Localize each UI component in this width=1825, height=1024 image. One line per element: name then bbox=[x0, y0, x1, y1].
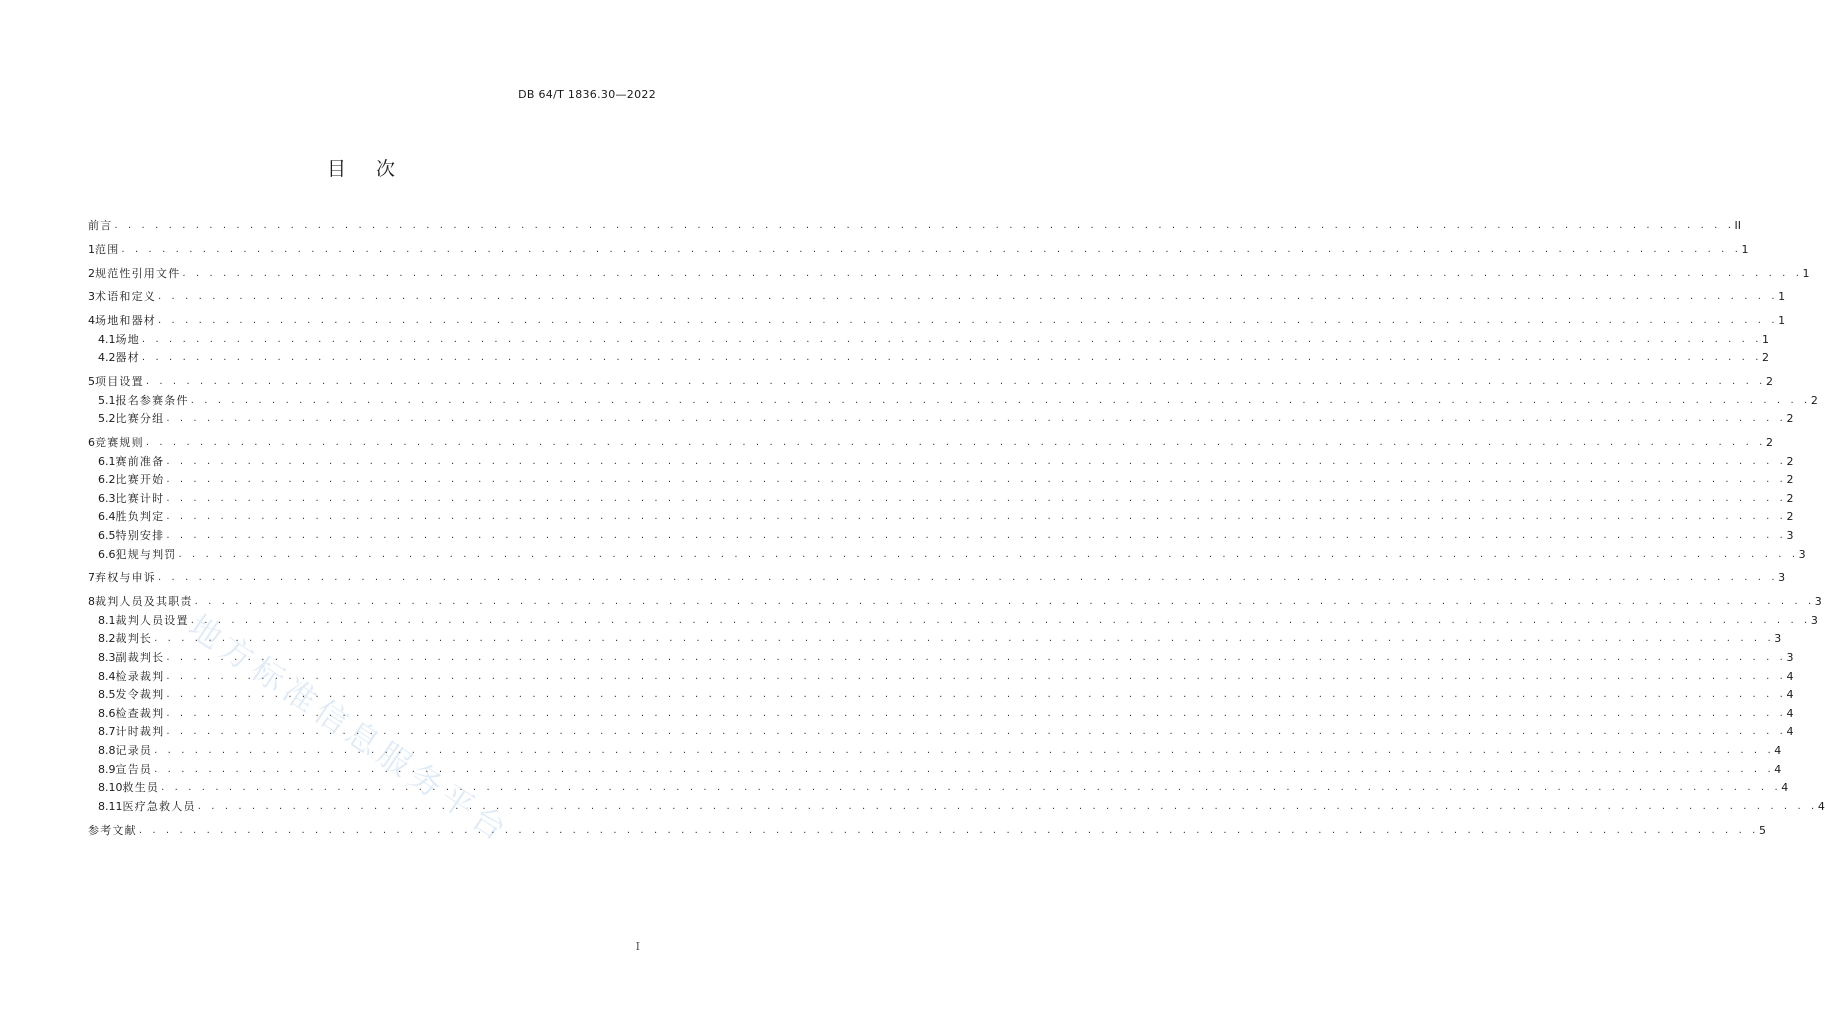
toc-entry-label: 胜负判定 bbox=[115, 510, 165, 524]
toc-entry-label: 检查裁判 bbox=[115, 706, 165, 720]
toc-leader-dots: . . . . . . . . . . . . . . . . . . . . . . . . . . . . . . . . . . . . . . . . . . . . . . . . . . . . . . . . . . . . . . . . . . . . . . . . . . . . . . . . . . . . . . . . . . . . . . . . . . . . . . . . . . . . . . . . . . . . . . . . bbox=[161, 782, 1782, 794]
toc-entry[interactable] bbox=[88, 471, 1794, 490]
toc-entry[interactable] bbox=[88, 527, 1794, 546]
toc-entry-page: 4 bbox=[1817, 799, 1825, 813]
toc-entry-page: 2 bbox=[1810, 393, 1818, 407]
toc-entry-number: 8.4 bbox=[98, 669, 116, 683]
toc-entry[interactable] bbox=[88, 349, 1770, 368]
toc-entry-page: 3 bbox=[1786, 650, 1794, 664]
toc-entry-page: 3 bbox=[1786, 529, 1794, 543]
toc-entry-page: 3 bbox=[1810, 613, 1818, 627]
toc-entry-number: 8.10 bbox=[98, 781, 123, 795]
toc-entry-label: 竞赛规则 bbox=[95, 436, 144, 450]
toc-entry-label: 范围 bbox=[95, 242, 120, 256]
toc-entry[interactable] bbox=[88, 630, 1782, 649]
toc-entry-page: 2 bbox=[1765, 436, 1773, 450]
toc-leader-dots: . . . . . . . . . . . . . . . . . . . . . . . . . . . . . . . . . . . . . . . . . . . . . . . . . . . . . . . . . . . . . . . . . . . . . . . . . . . . . . . . . . . . . . . . . . . . . . . . . . . . . . . . . . . . . . . . . . . . . . . . bbox=[166, 474, 1787, 486]
toc-leader-dots: . . . . . . . . . . . . . . . . . . . . . . . . . . . . . . . . . . . . . . . . . . . . . . . . . . . . . . . . . . . . . . . . . . . . . . . . . . . . . . . . . . . . . . . . . . . . . . . . . . . . . . . . . . . . . . . . . . . . . . . . bbox=[121, 243, 1742, 255]
toc-entry[interactable] bbox=[88, 798, 1825, 817]
toc-leader-dots: . . . . . . . . . . . . . . . . . . . . . . . . . . . . . . . . . . . . . . . . . . . . . . . . . . . . . . . . . . . . . . . . . . . . . . . . . . . . . . . . . . . . . . . . . . . . . . . . . . . . . . . . . . . . . . . . . . . . . . . . bbox=[166, 455, 1787, 467]
toc-leader-dots: . . . . . . . . . . . . . . . . . . . . . . . . . . . . . . . . . . . . . . . . . . . . . . . . . . . . . . . . . . . . . . . . . . . . . . . . . . . . . . . . . . . . . . . . . . . . . . . . . . . . . . . . . . . . . . . . . . . . . . . . bbox=[166, 689, 1787, 701]
toc-entry-number: 4.1 bbox=[98, 332, 116, 346]
toc-entry-number: 1 bbox=[88, 242, 95, 256]
toc-entry-number: 6.4 bbox=[98, 510, 116, 524]
toc-entry-label: 裁判人员及其职责 bbox=[95, 595, 193, 609]
toc-entry-number: 6.6 bbox=[98, 547, 116, 561]
toc-entry-number: 8.6 bbox=[98, 706, 116, 720]
toc-entry-label: 弃权与申诉 bbox=[95, 571, 156, 585]
toc-entry[interactable] bbox=[88, 410, 1794, 429]
page-title: 目次 bbox=[326, 158, 425, 180]
toc-entry-number: 5 bbox=[88, 375, 95, 389]
toc-entry-page: 4 bbox=[1786, 706, 1794, 720]
toc-entry-label: 副裁判长 bbox=[115, 650, 165, 664]
toc-entry-number: 8.3 bbox=[98, 650, 116, 664]
toc-entry-number: 2 bbox=[88, 266, 95, 280]
toc-entry-page: 2 bbox=[1786, 473, 1794, 487]
toc-entry[interactable] bbox=[88, 508, 1794, 527]
toc-leader-dots: . . . . . . . . . . . . . . . . . . . . . . . . . . . . . . . . . . . . . . . . . . . . . . . . . . . . . . . . . . . . . . . . . . . . . . . . . . . . . . . . . . . . . . . . . . . . . . . . . . . . . . . . . . . . . . . . . . . . . . . . bbox=[166, 670, 1787, 682]
toc-entry[interactable] bbox=[88, 546, 1806, 565]
toc-entry[interactable] bbox=[88, 593, 1822, 612]
toc-entry-number: 5.1 bbox=[98, 393, 116, 407]
toc-leader-dots: . . . . . . . . . . . . . . . . . . . . . . . . . . . . . . . . . . . . . . . . . . . . . . . . . . . . . . . . . . . . . . . . . . . . . . . . . . . . . . . . . . . . . . . . . . . . . . . . . . . . . . . . . . . . . . . . . . . . . . . . bbox=[166, 492, 1787, 504]
toc-leader-dots: . . . . . . . . . . . . . . . . . . . . . . . . . . . . . . . . . . . . . . . . . . . . . . . . . . . . . . . . . . . . . . . . . . . . . . . . . . . . . . . . . . . . . . . . . . . . . . . . . . . . . . . . . . . . . . . . . . . . . . . . bbox=[154, 633, 1775, 645]
toc-entry-page: 4 bbox=[1781, 781, 1789, 795]
toc-entry-label: 裁判长 bbox=[115, 632, 153, 646]
toc-entry-label: 赛前准备 bbox=[115, 454, 165, 468]
standard-code: DB 64/T 1836.30—2022 bbox=[518, 88, 656, 101]
toc-leader-dots: . . . . . . . . . . . . . . . . . . . . . . . . . . . . . . . . . . . . . . . . . . . . . . . . . . . . . . . . . . . . . . . . . . . . . . . . . . . . . . . . . . . . . . . . . . . . . . . . . . . . . . . . . . . . . . . . . . . . . . . . bbox=[166, 413, 1787, 425]
toc-entry[interactable] bbox=[88, 288, 1786, 307]
toc-leader-dots: . . . . . . . . . . . . . . . . . . . . . . . . . . . . . . . . . . . . . . . . . . . . . . . . . . . . . . . . . . . . . . . . . . . . . . . . . . . . . . . . . . . . . . . . . . . . . . . . . . . . . . . . . . . . . . . . . . . . . . . . bbox=[158, 291, 1779, 303]
toc-entry-label: 救生员 bbox=[122, 781, 160, 795]
toc-entry[interactable] bbox=[88, 331, 1770, 350]
toc-entry-page: 4 bbox=[1774, 743, 1782, 757]
toc-entry[interactable] bbox=[88, 490, 1794, 509]
page-number: I bbox=[635, 940, 640, 953]
toc-entry-number: 4.2 bbox=[98, 351, 116, 365]
toc-leader-dots: . . . . . . . . . . . . . . . . . . . . . . . . . . . . . . . . . . . . . . . . . . . . . . . . . . . . . . . . . . . . . . . . . . . . . . . . . . . . . . . . . . . . . . . . . . . . . . . . . . . . . . . . . . . . . . . . . . . . . . . . bbox=[158, 572, 1779, 584]
toc-entry-number: 7 bbox=[88, 571, 95, 585]
toc-entry[interactable] bbox=[88, 612, 1818, 631]
toc-entry[interactable] bbox=[88, 705, 1794, 724]
toc-entry-label: 犯规与判罚 bbox=[115, 547, 177, 561]
toc-entry[interactable] bbox=[88, 312, 1786, 331]
toc-leader-dots: . . . . . . . . . . . . . . . . . . . . . . . . . . . . . . . . . . . . . . . . . . . . . . . . . . . . . . . . . . . . . . . . . . . . . . . . . . . . . . . . . . . . . . . . . . . . . . . . . . . . . . . . . . . . . . . . . . . . . . . . bbox=[197, 800, 1818, 812]
toc-entry[interactable] bbox=[88, 723, 1794, 742]
toc-entry-page: II bbox=[1734, 219, 1742, 232]
toc-entry-number: 8.7 bbox=[98, 725, 116, 739]
toc-entry-label: 比赛分组 bbox=[115, 412, 165, 426]
table-of-contents bbox=[88, 217, 1825, 840]
toc-entry[interactable] bbox=[88, 649, 1794, 668]
toc-entry[interactable] bbox=[88, 392, 1818, 411]
toc-leader-dots: . . . . . . . . . . . . . . . . . . . . . . . . . . . . . . . . . . . . . . . . . . . . . . . . . . . . . . . . . . . . . . . . . . . . . . . . . . . . . . . . . . . . . . . . . . . . . . . . . . . . . . . . . . . . . . . . . . . . . . . . bbox=[154, 763, 1775, 775]
toc-entry-page: 4 bbox=[1786, 725, 1794, 739]
toc-entry[interactable] bbox=[88, 434, 1773, 453]
toc-entry-label: 场地和器材 bbox=[95, 314, 156, 328]
toc-entry-number: 8.2 bbox=[98, 632, 116, 646]
toc-entry-number: 6.3 bbox=[98, 491, 116, 505]
toc-leader-dots: . . . . . . . . . . . . . . . . . . . . . . . . . . . . . . . . . . . . . . . . . . . . . . . . . . . . . . . . . . . . . . . . . . . . . . . . . . . . . . . . . . . . . . . . . . . . . . . . . . . . . . . . . . . . . . . . . . . . . . . . bbox=[178, 548, 1799, 560]
toc-leader-dots: . . . . . . . . . . . . . . . . . . . . . . . . . . . . . . . . . . . . . . . . . . . . . . . . . . . . . . . . . . . . . . . . . . . . . . . . . . . . . . . . . . . . . . . . . . . . . . . . . . . . . . . . . . . . . . . . . . . . . . . . bbox=[166, 530, 1787, 542]
toc-entry-page: 3 bbox=[1774, 632, 1782, 646]
toc-entry-number: 6.1 bbox=[98, 454, 116, 468]
toc-entry-page: 4 bbox=[1774, 762, 1782, 776]
toc-entry-number: 8.1 bbox=[98, 613, 116, 627]
toc-entry-label: 术语和定义 bbox=[95, 290, 156, 304]
toc-leader-dots: . . . . . . . . . . . . . . . . . . . . . . . . . . . . . . . . . . . . . . . . . . . . . . . . . . . . . . . . . . . . . . . . . . . . . . . . . . . . . . . . . . . . . . . . . . . . . . . . . . . . . . . . . . . . . . . . . . . . . . . . bbox=[194, 596, 1815, 608]
toc-entry-label: 比赛开始 bbox=[115, 473, 165, 487]
toc-entry-number: 8.5 bbox=[98, 688, 116, 702]
toc-entry-page: 4 bbox=[1786, 688, 1794, 702]
toc-entry-label: 规范性引用文件 bbox=[95, 266, 181, 280]
toc-entry-label: 宣告员 bbox=[115, 762, 153, 776]
toc-entry-number: 8.11 bbox=[98, 799, 123, 813]
toc-leader-dots: . . . . . . . . . . . . . . . . . . . . . . . . . . . . . . . . . . . . . . . . . . . . . . . . . . . . . . . . . . . . . . . . . . . . . . . . . . . . . . . . . . . . . . . . . . . . . . . . . . . . . . . . . . . . . . . . . . . . . . . . bbox=[141, 352, 1763, 364]
toc-entry-label: 场地 bbox=[115, 332, 140, 346]
toc-entry-page: 4 bbox=[1786, 669, 1794, 683]
toc-entry-label: 发令裁判 bbox=[115, 688, 165, 702]
toc-leader-dots: . . . . . . . . . . . . . . . . . . . . . . . . . . . . . . . . . . . . . . . . . . . . . . . . . . . . . . . . . . . . . . . . . . . . . . . . . . . . . . . . . . . . . . . . . . . . . . . . . . . . . . . . . . . . . . . . . . . . . . . . bbox=[166, 651, 1787, 663]
toc-entry-number: 6 bbox=[88, 436, 95, 450]
toc-leader-dots: . . . . . . . . . . . . . . . . . . . . . . . . . . . . . . . . . . . . . . . . . . . . . . . . . . . . . . . . . . . . . . . . . . . . . . . . . . . . . . . . . . . . . . . . . . . . . . . . . . . . . . . . . . . . . . . . . . . . . . . . bbox=[145, 437, 1766, 449]
toc-entry-label: 比赛计时 bbox=[115, 491, 165, 505]
toc-leader-dots: . . . . . . . . . . . . . . . . . . . . . . . . . . . . . . . . . . . . . . . . . . . . . . . . . . . . . . . . . . . . . . . . . . . . . . . . . . . . . . . . . . . . . . . . . . . . . . . . . . . . . . . . . . . . . . . . . . . . . . . . bbox=[158, 315, 1779, 327]
toc-entry-page: 2 bbox=[1762, 351, 1770, 365]
toc-entry-label: 计时裁判 bbox=[115, 725, 165, 739]
toc-entry-label: 裁判人员设置 bbox=[115, 613, 189, 627]
toc-leader-dots: . . . . . . . . . . . . . . . . . . . . . . . . . . . . . . . . . . . . . . . . . . . . . . . . . . . . . . . . . . . . . . . . . . . . . . . . . . . . . . . . . . . . . . . . . . . . . . . . . . . . . . . . . . . . . . . . . . . . . . . . bbox=[182, 267, 1803, 279]
toc-entry-page: 2 bbox=[1765, 375, 1773, 389]
toc-entry-number: 3 bbox=[88, 290, 95, 304]
toc-entry[interactable] bbox=[88, 453, 1794, 472]
toc-entry-number: 4 bbox=[88, 314, 95, 328]
toc-entry[interactable] bbox=[88, 822, 1766, 841]
toc-entry-label: 记录员 bbox=[115, 743, 153, 757]
toc-entry-number: 5.2 bbox=[98, 412, 116, 426]
toc-entry[interactable] bbox=[88, 217, 1742, 236]
toc-entry[interactable] bbox=[88, 265, 1810, 284]
toc-leader-dots: . . . . . . . . . . . . . . . . . . . . . . . . . . . . . . . . . . . . . . . . . . . . . . . . . . . . . . . . . . . . . . . . . . . . . . . . . . . . . . . . . . . . . . . . . . . . . . . . . . . . . . . . . . . . . . . . . . . . . . . . bbox=[141, 333, 1763, 345]
toc-leader-dots: . . . . . . . . . . . . . . . . . . . . . . . . . . . . . . . . . . . . . . . . . . . . . . . . . . . . . . . . . . . . . . . . . . . . . . . . . . . . . . . . . . . . . . . . . . . . . . . . . . . . . . . . . . . . . . . . . . . . . . . . bbox=[166, 707, 1787, 719]
toc-leader-dots: . . . . . . . . . . . . . . . . . . . . . . . . . . . . . . . . . . . . . . . . . . . . . . . . . . . . . . . . . . . . . . . . . . . . . . . . . . . . . . . . . . . . . . . . . . . . . . . . . . . . . . . . . . . . . . . . . . . . . . . . bbox=[154, 744, 1775, 756]
toc-entry-page: 2 bbox=[1786, 510, 1794, 524]
toc-entry-number: 8.9 bbox=[98, 762, 116, 776]
toc-entry-label: 报名参赛条件 bbox=[115, 393, 189, 407]
toc-leader-dots: . . . . . . . . . . . . . . . . . . . . . . . . . . . . . . . . . . . . . . . . . . . . . . . . . . . . . . . . . . . . . . . . . . . . . . . . . . . . . . . . . . . . . . . . . . . . . . . . . . . . . . . . . . . . . . . . . . . . . . . . bbox=[190, 394, 1811, 406]
toc-entry-label: 前言 bbox=[88, 219, 113, 232]
toc-entry[interactable] bbox=[88, 668, 1794, 687]
toc-leader-dots: . . . . . . . . . . . . . . . . . . . . . . . . . . . . . . . . . . . . . . . . . . . . . . . . . . . . . . . . . . . . . . . . . . . . . . . . . . . . . . . . . . . . . . . . . . . . . . . . . . . . . . . . . . . . . . . . . . . . . . . . bbox=[145, 376, 1766, 388]
toc-leader-dots: . . . . . . . . . . . . . . . . . . . . . . . . . . . . . . . . . . . . . . . . . . . . . . . . . . . . . . . . . . . . . . . . . . . . . . . . . . . . . . . . . . . . . . . . . . . . . . . . . . . . . . . . . . . . . . . . . . . . . . . . bbox=[190, 614, 1811, 626]
toc-entry[interactable] bbox=[88, 779, 1789, 798]
toc-entry[interactable] bbox=[88, 761, 1782, 780]
toc-entry[interactable] bbox=[88, 742, 1782, 761]
toc-entry-page: 5 bbox=[1758, 823, 1766, 837]
toc-entry-label: 医疗急救人员 bbox=[122, 799, 196, 813]
toc-entry-page: 1 bbox=[1778, 290, 1786, 304]
toc-entry[interactable] bbox=[88, 373, 1773, 392]
toc-entry-page: 1 bbox=[1802, 266, 1810, 280]
toc-entry-page: 2 bbox=[1786, 454, 1794, 468]
toc-entry-label: 器材 bbox=[115, 351, 140, 365]
toc-entry-number: 6.2 bbox=[98, 473, 116, 487]
toc-entry-page: 3 bbox=[1778, 571, 1786, 585]
toc-entry-page: 3 bbox=[1814, 595, 1822, 609]
toc-entry-page: 1 bbox=[1741, 242, 1749, 256]
toc-leader-dots: . . . . . . . . . . . . . . . . . . . . . . . . . . . . . . . . . . . . . . . . . . . . . . . . . . . . . . . . . . . . . . . . . . . . . . . . . . . . . . . . . . . . . . . . . . . . . . . . . . . . . . . . . . . . . . . . . . . . . . . . bbox=[114, 220, 1735, 231]
toc-leader-dots: . . . . . . . . . . . . . . . . . . . . . . . . . . . . . . . . . . . . . . . . . . . . . . . . . . . . . . . . . . . . . . . . . . . . . . . . . . . . . . . . . . . . . . . . . . . . . . . . . . . . . . . . . . . . . . . . . . . . . . . . bbox=[166, 726, 1787, 738]
toc-entry-page: 3 bbox=[1798, 547, 1806, 561]
toc-entry[interactable] bbox=[88, 569, 1786, 588]
toc-entry-label: 参考文献 bbox=[88, 823, 137, 837]
toc-leader-dots: . . . . . . . . . . . . . . . . . . . . . . . . . . . . . . . . . . . . . . . . . . . . . . . . . . . . . . . . . . . . . . . . . . . . . . . . . . . . . . . . . . . . . . . . . . . . . . . . . . . . . . . . . . . . . . . . . . . . . . . . bbox=[138, 824, 1759, 836]
toc-entry-label: 检录裁判 bbox=[115, 669, 165, 683]
toc-entry-number: 8.8 bbox=[98, 743, 116, 757]
toc-entry[interactable] bbox=[88, 686, 1794, 705]
toc-leader-dots: . . . . . . . . . . . . . . . . . . . . . . . . . . . . . . . . . . . . . . . . . . . . . . . . . . . . . . . . . . . . . . . . . . . . . . . . . . . . . . . . . . . . . . . . . . . . . . . . . . . . . . . . . . . . . . . . . . . . . . . . bbox=[166, 511, 1787, 523]
toc-entry-number: 8 bbox=[88, 595, 95, 609]
toc-entry-label: 项目设置 bbox=[95, 375, 144, 389]
toc-entry-page: 1 bbox=[1762, 332, 1770, 346]
toc-entry-page: 1 bbox=[1778, 314, 1786, 328]
toc-entry-number: 6.5 bbox=[98, 529, 116, 543]
toc-entry[interactable] bbox=[88, 241, 1749, 260]
watermark: 地方标准信息服务平台 bbox=[181, 606, 518, 851]
toc-entry-label: 特别安排 bbox=[115, 529, 165, 543]
toc-entry-page: 2 bbox=[1786, 412, 1794, 426]
toc-entry-page: 2 bbox=[1786, 491, 1794, 505]
